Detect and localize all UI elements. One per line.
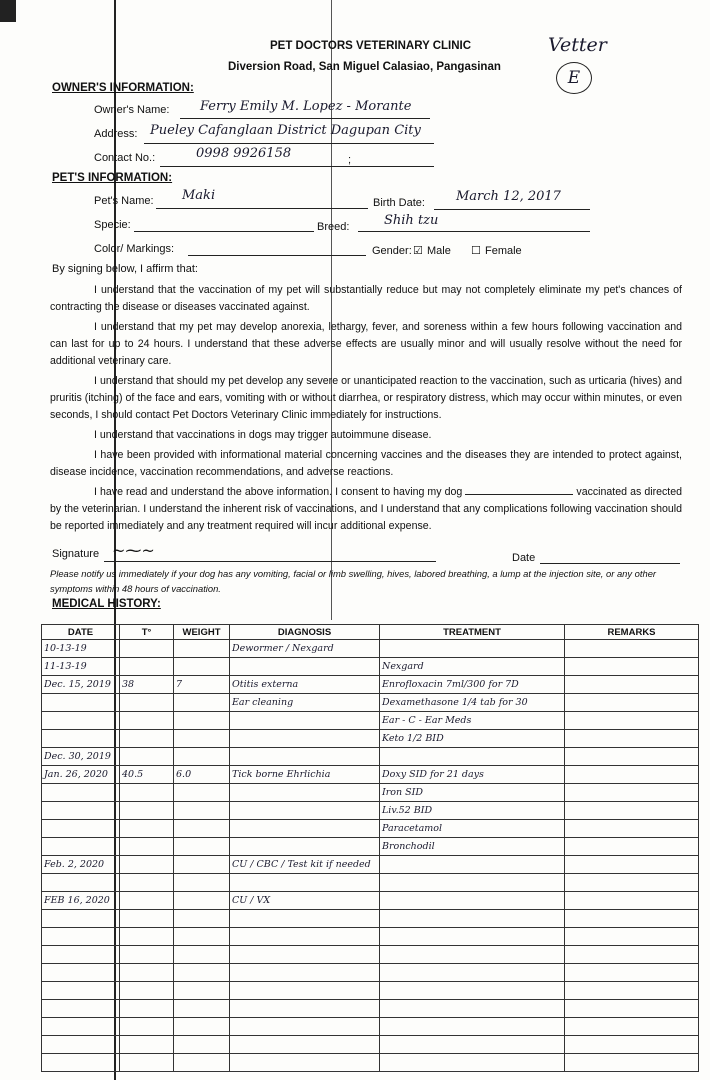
cell-remarks[interactable] (565, 928, 699, 946)
owner-address-line (144, 143, 434, 144)
cell-diagnosis[interactable] (230, 730, 380, 748)
col-header-temperature: T° (120, 625, 174, 640)
cell-weight[interactable] (174, 802, 230, 820)
cell-diagnosis[interactable]: Dewormer / Nexgard (230, 640, 380, 658)
cell-temperature[interactable] (120, 838, 174, 856)
table-row (42, 874, 699, 892)
cell-weight[interactable] (174, 964, 230, 982)
cell-diagnosis[interactable] (230, 946, 380, 964)
corner-note: Vetter (548, 34, 607, 56)
cell-diagnosis[interactable]: CU / CBC / Test kit if needed (230, 856, 380, 874)
cell-treatment[interactable]: Bronchodil (380, 838, 565, 856)
cell-temperature[interactable] (120, 946, 174, 964)
table-row (42, 694, 699, 712)
signature-line[interactable] (104, 561, 436, 562)
col-header-treatment: TREATMENT (380, 625, 565, 640)
cell-treatment[interactable] (380, 1036, 565, 1054)
cell-treatment[interactable] (380, 874, 565, 892)
table-row (42, 730, 699, 748)
table-row (42, 658, 699, 676)
medical-section-title: MEDICAL HISTORY: (52, 598, 161, 610)
cell-weight[interactable] (174, 712, 230, 730)
cell-diagnosis[interactable] (230, 910, 380, 928)
cell-treatment[interactable]: Iron SID (380, 784, 565, 802)
cell-date[interactable]: 10-13-19 (42, 640, 120, 658)
cell-treatment[interactable] (380, 640, 565, 658)
consent-p6-start: I have read and understand the above information. I consent to having my dog (94, 486, 463, 498)
table-row (42, 640, 699, 658)
cell-remarks[interactable] (565, 694, 699, 712)
cell-date[interactable] (42, 802, 120, 820)
cell-temperature[interactable] (120, 820, 174, 838)
cell-remarks[interactable] (565, 964, 699, 982)
cell-temperature[interactable] (120, 874, 174, 892)
cell-date[interactable] (42, 712, 120, 730)
cell-diagnosis[interactable] (230, 820, 380, 838)
cell-date[interactable] (42, 910, 120, 928)
specie-line (134, 231, 314, 232)
table-row (42, 928, 699, 946)
cell-temperature[interactable] (120, 964, 174, 982)
pet-name-label: Pet's Name: (94, 195, 154, 207)
owner-name-line (180, 118, 430, 119)
cell-date[interactable]: Dec. 15, 2019 (42, 676, 120, 694)
table-row (42, 946, 699, 964)
cell-remarks[interactable] (565, 748, 699, 766)
cell-diagnosis[interactable] (230, 928, 380, 946)
cell-date[interactable]: Jan. 26, 2020 (42, 766, 120, 784)
cell-diagnosis[interactable]: Tick borne Ehrlichia (230, 766, 380, 784)
cell-weight[interactable] (174, 1018, 230, 1036)
cell-diagnosis[interactable] (230, 748, 380, 766)
female-option-label: Female (485, 245, 522, 257)
col-header-diagnosis: DIAGNOSIS (230, 625, 380, 640)
table-row (42, 820, 699, 838)
cell-diagnosis[interactable] (230, 874, 380, 892)
cell-remarks[interactable] (565, 730, 699, 748)
table-row (42, 964, 699, 982)
cell-treatment[interactable] (380, 982, 565, 1000)
cell-weight[interactable] (174, 748, 230, 766)
cell-temperature[interactable] (120, 658, 174, 676)
cell-diagnosis[interactable] (230, 1036, 380, 1054)
cell-diagnosis[interactable] (230, 1000, 380, 1018)
cell-temperature[interactable] (120, 892, 174, 910)
birth-date-value[interactable]: March 12, 2017 (456, 189, 561, 204)
table-row (42, 892, 699, 910)
cell-weight[interactable] (174, 946, 230, 964)
consent-p6 (50, 484, 682, 535)
medical-history-table (41, 624, 699, 1072)
cell-treatment[interactable] (380, 910, 565, 928)
date-line[interactable] (540, 563, 680, 564)
cell-treatment[interactable]: Doxy SID for 21 days (380, 766, 565, 784)
cell-treatment[interactable]: Ear - C - Ear Meds (380, 712, 565, 730)
cell-date[interactable]: FEB 16, 2020 (42, 892, 120, 910)
breed-line (358, 231, 590, 232)
cell-treatment[interactable]: Liv.52 BID (380, 802, 565, 820)
cell-weight[interactable] (174, 694, 230, 712)
cell-date[interactable] (42, 874, 120, 892)
cell-weight[interactable] (174, 640, 230, 658)
cell-treatment[interactable] (380, 1000, 565, 1018)
cell-temperature[interactable] (120, 784, 174, 802)
circled-mark: E (556, 62, 592, 94)
cell-remarks[interactable] (565, 820, 699, 838)
cell-weight[interactable]: 7 (174, 676, 230, 694)
col-header-remarks: REMARKS (565, 625, 699, 640)
male-option-label: Male (427, 245, 451, 257)
cell-temperature[interactable]: 38 (120, 676, 174, 694)
cell-diagnosis[interactable]: Otitis externa (230, 676, 380, 694)
color-line (188, 255, 366, 256)
cell-date[interactable] (42, 730, 120, 748)
cell-date[interactable] (42, 1000, 120, 1018)
col-header-weight: WEIGHT (174, 625, 230, 640)
cell-remarks[interactable] (565, 946, 699, 964)
cell-diagnosis[interactable] (230, 784, 380, 802)
table-row (42, 784, 699, 802)
cell-treatment[interactable] (380, 1054, 565, 1072)
cell-remarks[interactable] (565, 1036, 699, 1054)
cell-remarks[interactable] (565, 856, 699, 874)
cell-diagnosis[interactable] (230, 658, 380, 676)
owner-contact-separator: ; (348, 154, 352, 166)
cell-temperature[interactable] (120, 1054, 174, 1072)
table-row (42, 766, 699, 784)
cell-treatment[interactable] (380, 964, 565, 982)
cell-weight[interactable] (174, 874, 230, 892)
cell-weight[interactable] (174, 1000, 230, 1018)
cell-weight[interactable] (174, 658, 230, 676)
cell-remarks[interactable] (565, 784, 699, 802)
cell-temperature[interactable] (120, 1018, 174, 1036)
pet-section-title: PET'S INFORMATION: (52, 172, 173, 184)
cell-treatment[interactable]: Keto 1/2 BID (380, 730, 565, 748)
breed-label: Breed: (317, 221, 350, 233)
owner-section-title: OWNER'S INFORMATION: (52, 82, 194, 94)
consent-p2: I understand that my pet may develop anorexia, lethargy, fever, and soreness within a few hours following vaccination and can last for up to 24 hours. I understand that these adverse effects are usually minor and will usually resolve without the need for additional veterinary care. (50, 321, 682, 367)
female-checkbox[interactable]: ☐ (471, 245, 481, 257)
color-label: Color/ Markings: (94, 243, 175, 255)
cell-remarks[interactable] (565, 892, 699, 910)
consent-intro: By signing below, I affirm that: (52, 263, 198, 275)
cell-date[interactable]: 11-13-19 (42, 658, 120, 676)
col-header-date: DATE (42, 625, 120, 640)
cell-date[interactable] (42, 1036, 120, 1054)
cell-weight[interactable] (174, 928, 230, 946)
cell-temperature[interactable] (120, 856, 174, 874)
cell-date[interactable] (42, 982, 120, 1000)
birth-date-label: Birth Date: (373, 197, 425, 209)
owner-contact-label: Contact No.: (94, 152, 156, 164)
cell-treatment[interactable] (380, 856, 565, 874)
cell-temperature[interactable] (120, 1036, 174, 1054)
cell-weight[interactable] (174, 1054, 230, 1072)
consent-p1: I understand that the vaccination of my pet will substantially reduce but may not completely eliminate my pet's chances of contracting the disease or diseases vaccinated against. (50, 284, 682, 313)
cell-temperature[interactable] (120, 982, 174, 1000)
cell-date[interactable] (42, 784, 120, 802)
cell-remarks[interactable] (565, 1018, 699, 1036)
cell-date[interactable] (42, 694, 120, 712)
owner-name-value[interactable]: Ferry Emily M. Lopez - Morante (200, 99, 412, 114)
medical-table-body (42, 640, 699, 1072)
table-row (42, 856, 699, 874)
cell-remarks[interactable] (565, 838, 699, 856)
date-label: Date (512, 552, 536, 564)
cell-remarks[interactable] (565, 1000, 699, 1018)
owner-contact-value[interactable]: 0998 9926158 (196, 146, 292, 161)
cell-temperature[interactable] (120, 928, 174, 946)
breed-value[interactable]: Shih tzu (384, 213, 439, 228)
cell-weight[interactable] (174, 910, 230, 928)
cell-remarks[interactable] (565, 676, 699, 694)
cell-diagnosis[interactable] (230, 1018, 380, 1036)
cell-weight[interactable]: 6.0 (174, 766, 230, 784)
cell-remarks[interactable] (565, 874, 699, 892)
cell-date[interactable] (42, 964, 120, 982)
cell-temperature[interactable] (120, 802, 174, 820)
cell-diagnosis[interactable] (230, 802, 380, 820)
scan-corner-mark (0, 0, 16, 22)
cell-diagnosis[interactable] (230, 712, 380, 730)
clinic-name: PET DOCTORS VETERINARY CLINIC (270, 40, 472, 52)
birth-date-line (434, 209, 590, 210)
table-row (42, 982, 699, 1000)
cell-treatment[interactable] (380, 1018, 565, 1036)
cell-weight[interactable] (174, 784, 230, 802)
table-row (42, 748, 699, 766)
cell-treatment[interactable] (380, 748, 565, 766)
cell-temperature[interactable] (120, 910, 174, 928)
cell-date[interactable] (42, 946, 120, 964)
male-checkbox-checked[interactable]: ☑ (413, 245, 423, 257)
cell-weight[interactable] (174, 892, 230, 910)
notice-text: Please notify us immediately if your dog has any vomiting, facial or limb swelling, hives, labored breathing, a lump at the injection site, or any other symptoms within 48 hours of vaccination. (50, 568, 657, 594)
owner-address-label: Address: (94, 128, 138, 140)
cell-temperature[interactable] (120, 640, 174, 658)
signature-scribble: ~⁓~ (112, 541, 155, 560)
cell-weight[interactable] (174, 856, 230, 874)
cell-date[interactable] (42, 820, 120, 838)
cell-treatment[interactable]: Paracetamol (380, 820, 565, 838)
cell-weight[interactable] (174, 820, 230, 838)
cell-temperature[interactable] (120, 748, 174, 766)
clinic-address: Diversion Road, San Miguel Calasiao, Pangasinan (228, 61, 501, 73)
cell-remarks[interactable] (565, 766, 699, 784)
cell-date[interactable]: Dec. 30, 2019 (42, 748, 120, 766)
cell-date[interactable] (42, 1054, 120, 1072)
cell-temperature[interactable] (120, 694, 174, 712)
cell-treatment[interactable]: Dexamethasone 1/4 tab for 30 (380, 694, 565, 712)
cell-treatment[interactable] (380, 892, 565, 910)
table-row (42, 910, 699, 928)
cell-date[interactable] (42, 838, 120, 856)
cell-weight[interactable] (174, 982, 230, 1000)
consent-p5: I have been provided with informational material concerning vaccines and the diseases they are intended to protect against, disease incidence, vaccination recommendations, and adverse reactions. (50, 449, 682, 478)
cell-weight[interactable] (174, 730, 230, 748)
cell-date[interactable] (42, 1018, 120, 1036)
table-row (42, 1018, 699, 1036)
cell-weight[interactable] (174, 1036, 230, 1054)
cell-treatment[interactable] (380, 946, 565, 964)
signature-label: Signature (52, 548, 100, 560)
cell-temperature[interactable] (120, 1000, 174, 1018)
owner-address-value[interactable]: Pueley Cafanglaan District Dagupan City (150, 123, 421, 138)
pet-name-value[interactable]: Maki (182, 188, 216, 203)
table-row (42, 676, 699, 694)
owner-name-label: Owner's Name: (94, 104, 170, 116)
cell-diagnosis[interactable] (230, 982, 380, 1000)
cell-remarks[interactable] (565, 802, 699, 820)
cell-temperature[interactable] (120, 712, 174, 730)
cell-diagnosis[interactable]: CU / VX (230, 892, 380, 910)
cell-remarks[interactable] (565, 658, 699, 676)
cell-diagnosis[interactable]: Ear cleaning (230, 694, 380, 712)
cell-diagnosis[interactable] (230, 838, 380, 856)
cell-remarks[interactable] (565, 910, 699, 928)
cell-remarks[interactable] (565, 982, 699, 1000)
consent-p4: I understand that vaccinations in dogs may trigger autoimmune disease. (94, 429, 432, 441)
cell-date[interactable] (42, 928, 120, 946)
cell-temperature[interactable]: 40.5 (120, 766, 174, 784)
owner-contact-line (160, 166, 434, 167)
table-row (42, 712, 699, 730)
pet-name-line (156, 208, 368, 209)
table-row (42, 838, 699, 856)
cell-diagnosis[interactable] (230, 1054, 380, 1072)
cell-date[interactable]: Feb. 2, 2020 (42, 856, 120, 874)
specie-label: Specie: (94, 219, 131, 231)
cell-remarks[interactable] (565, 712, 699, 730)
medical-table-header (42, 625, 699, 640)
table-row (42, 1036, 699, 1054)
table-row (42, 1000, 699, 1018)
cell-treatment[interactable] (380, 928, 565, 946)
cell-weight[interactable] (174, 838, 230, 856)
cell-remarks[interactable] (565, 1054, 699, 1072)
cell-treatment[interactable]: Enrofloxacin 7ml/300 for 7D (380, 676, 565, 694)
table-row (42, 802, 699, 820)
table-row (42, 1054, 699, 1072)
consent-p3: I understand that should my pet develop any severe or unanticipated reaction to the vaccination, such as urticaria (hives) and pruritis (itching) of the face and ears, vomiting with or without diarrhea, or respiratory distress, which may occur within minutes, or even seconds, I should contact Pet Doctors Veterinary Clinic immediately for instructions. (50, 375, 682, 421)
dog-vaccine-blank[interactable] (465, 494, 573, 495)
cell-diagnosis[interactable] (230, 964, 380, 982)
gender-label: Gender: (372, 245, 412, 257)
consent-p6-end: vaccinated as directed by the veterinarian. I understand the inherent risk of vaccinations, and I understand that any complications following vaccination should be reported immediately and any treatment required will incur additional expense. (50, 486, 683, 532)
cell-remarks[interactable] (565, 640, 699, 658)
cell-treatment[interactable]: Nexgard (380, 658, 565, 676)
consent-paragraphs (50, 282, 682, 535)
cell-temperature[interactable] (120, 730, 174, 748)
